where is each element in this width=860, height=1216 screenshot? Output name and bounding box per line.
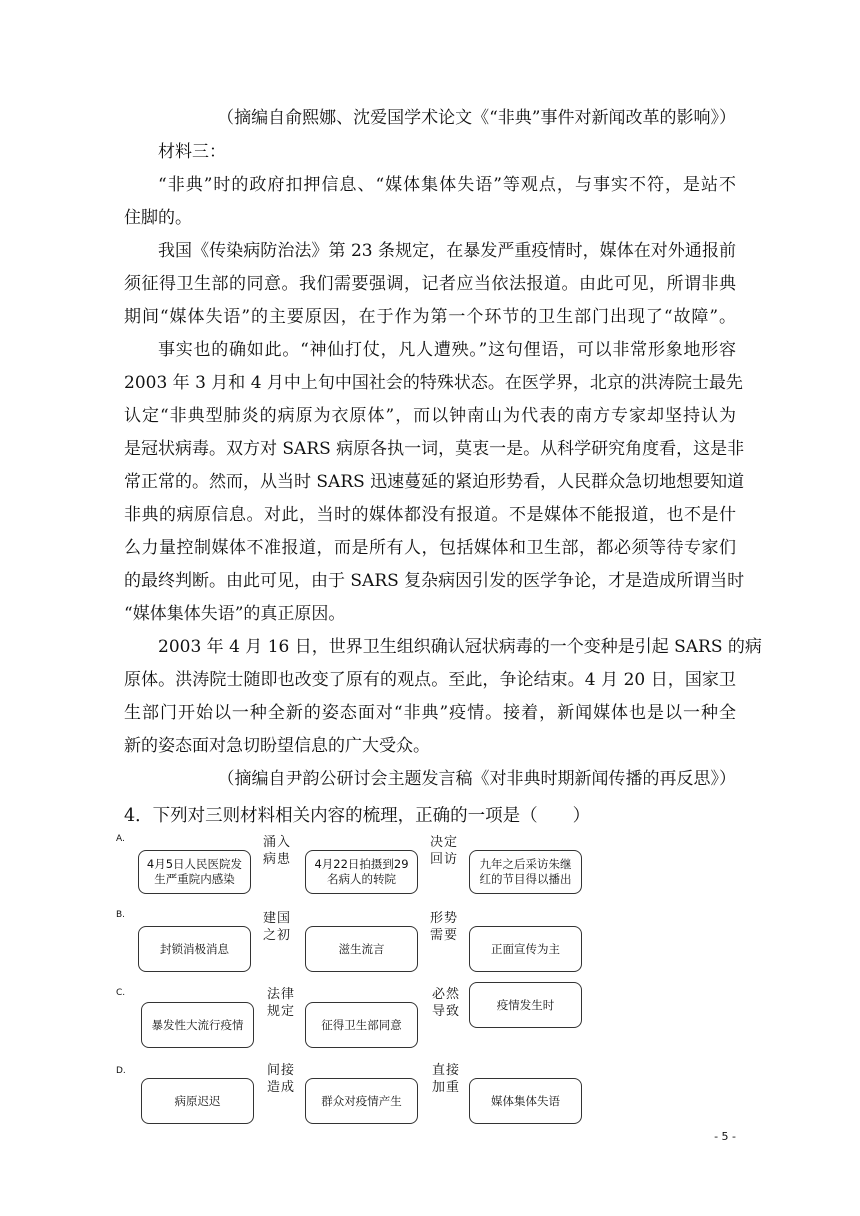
flow-link-label: 涌入病患: [262, 835, 291, 867]
flow-link-label: 必然导致: [431, 987, 460, 1019]
paragraph-line: 原体。洪涛院士随即也改变了原有的观点。至此，争论结束。4 月 20 日，国家卫: [124, 670, 736, 690]
paragraph-line: 事实也的确如此。“神仙打仗，凡人遭殃。”这句俚语，可以非常形象地形容: [158, 340, 736, 360]
flow-box: 暴发性大流行疫情: [141, 1002, 254, 1048]
paragraph-line: 么力量控制媒体不准报道，而是所有人，包括媒体和卫生部，都必须等待专家们: [124, 538, 736, 558]
source-citation-3: （摘编自尹韵公研讨会主题发言稿《对非典时期新闻传播的再反思》）: [217, 769, 736, 789]
flow-box: 病原迟迟: [141, 1078, 254, 1124]
paragraph-line: 常正常的。然而，从当时 SARS 迅速蔓延的紧迫形势看，人民群众急切地想要知道: [124, 472, 745, 492]
paragraph-line: 2003 年 3 月和 4 月中上旬中国社会的特殊状态。在医学界，北京的洪涛院士最先: [124, 373, 743, 393]
option-letter: D.: [116, 1066, 126, 1076]
paragraph-line: 须征得卫生部的同意。我们需要强调，记者应当依法报道。由此可见，所谓非典: [124, 274, 736, 294]
page-number: - 5 -: [714, 1130, 736, 1143]
option-letter: A.: [116, 834, 125, 844]
flow-link-label: 决定回访: [429, 835, 458, 867]
flow-box: 滋生流言: [305, 926, 418, 972]
material-3-heading: 材料三：: [158, 142, 226, 162]
flow-box: 征得卫生部同意: [305, 1002, 418, 1048]
paragraph-line: 生部门开始以一种全新的姿态面对“非典”疫情。接着，新闻媒体也是以一种全: [124, 703, 736, 723]
flow-box: 正面宣传为主: [469, 926, 582, 972]
flow-box: 4月22日拍摄到29名病人的转院: [305, 850, 418, 894]
paragraph-line: 的最终判断。由此可见，由于 SARS 复杂病因引发的医学争论，才是造成所谓当时: [124, 571, 745, 591]
paragraph-line: 2003 年 4 月 16 日，世界卫生组织确认冠状病毒的一个变种是引起 SARS 的病: [158, 637, 762, 657]
flow-box: 九年之后采访朱继红的节目得以播出: [469, 850, 582, 894]
paragraph-line: 新的姿态面对急切盼望信息的广大受众。: [124, 736, 430, 756]
flow-box: 4月5日人民医院发生严重院内感染: [138, 850, 251, 894]
flow-link-label: 形势需要: [429, 911, 458, 943]
paragraph-line: 我国《传染病防治法》第 23 条规定，在暴发严重疫情时，媒体在对外通报前: [158, 241, 736, 261]
flow-box: 媒体集体失语: [469, 1078, 582, 1124]
paragraph-line: 住脚的。: [124, 208, 192, 228]
paragraph-line: 认定“非典型肺炎的病原为衣原体”，而以钟南山为代表的南方专家却坚持认为: [124, 406, 736, 426]
flow-link-label: 间接造成: [266, 1063, 295, 1095]
flow-link-label: 法律规定: [266, 987, 295, 1019]
flow-box: 封锁消极消息: [138, 926, 251, 972]
paragraph-line: 非典的病原信息。对此，当时的媒体都没有报道。不是媒体不能报道，也不是什: [124, 505, 736, 525]
paragraph-line: “非典”时的政府扣押信息、“媒体集体失语”等观点，与事实不符，是站不: [158, 175, 736, 195]
source-citation-2: （摘编自俞熙娜、沈爱国学术论文《“非典”事件对新闻改革的影响》）: [217, 108, 736, 128]
paragraph-line: “媒体集体失语”的真正原因。: [124, 604, 346, 624]
option-letter: C.: [116, 988, 126, 998]
question-4-title: 4．下列对三则材料相关内容的梳理，正确的一项是（ ）: [124, 806, 591, 826]
flow-link-label: 建国之初: [262, 911, 291, 943]
flow-box: 群众对疫情产生: [305, 1078, 418, 1124]
paragraph-line: 是冠状病毒。双方对 SARS 病原各执一词，莫衷一是。从科学研究角度看，这是非: [124, 439, 745, 459]
flow-link-label: 直接加重: [431, 1063, 460, 1095]
flow-box: 疫情发生时: [469, 982, 582, 1028]
paragraph-line: 期间“媒体失语”的主要原因，在于作为第一个环节的卫生部门出现了“故障”。: [124, 307, 736, 327]
option-letter: B.: [116, 910, 126, 920]
